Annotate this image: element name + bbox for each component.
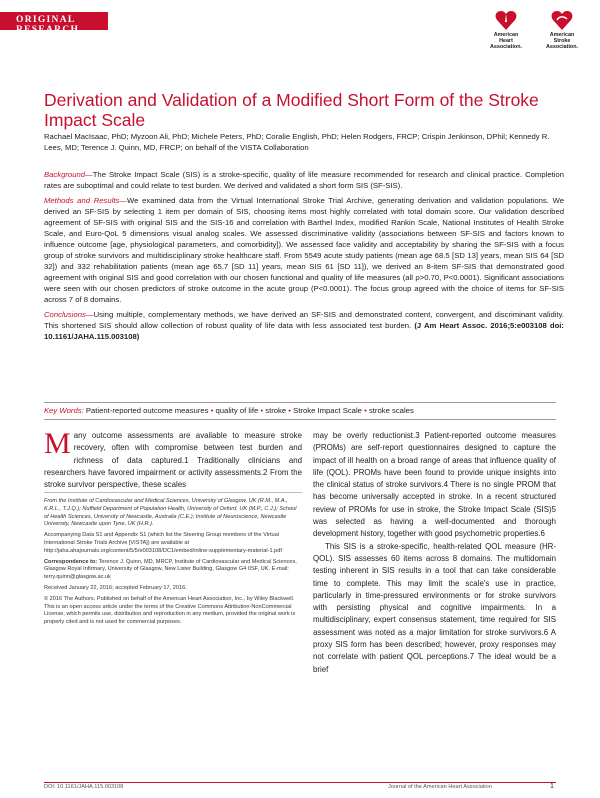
abstract-methods: Methods and Results—We examined data from the Virtual International Stroke Trial Archive, generating derivation and validation populations. We derived an SF-SIS by selecting 1 item per domain of SIS, choosing items most highly correlated with total domain score. Our validation described agreement of SF-SIS with original SIS and the SIS-16 and correlation with Barthel Index, modified Rankin Scale, National Institutes of Health Stroke Scale, and Euro-QoL 5 dimensions visual analog scales. We assessed discriminative validity (associations between SF-SIS and factors known to influence outcome [age, physiological parameters, and comorbidity]). We assessed face validity and acceptability by sharing the SF-SIS with a focus group of stroke survivors and multidisciplinary stroke healthcare staff. From 5549 acute study patients (mean age 68.5 [SD 13] years, mean SIS 64 [SD 32]) and 332 rehabilitation patients (mean age 65.7 [SD 11] years, mean SIS 61 [SD 11]), we derived an 8-item SF-SIS that demonstrated good agreement with original SIS and good correlation with our chosen functional and quality of life measures (all ρ>0.70, P<0.0001). Significant associations were seen with our chosen predictors of stroke outcome in the acute group (P<0.0001). The focus group agreed with the choice of items for SF-SIS across 7 of 8 domains. <box>44 196 564 304</box>
section-banner <box>0 12 108 35</box>
divider <box>44 402 556 403</box>
asa-logo: American Stroke Association. <box>536 8 588 52</box>
stroke-heart-icon <box>550 8 574 32</box>
correspondence: Correspondence to: Terence J. Quinn, MD, MRCP, Institute of Cardiovascular and Medical Sciences, Glasgow Royal Infirmary, University of Glasgow, New Lister Building, Glasgow G4 0SF, UK. E-mail: terry.quinn@glasgow.ac.uk <box>44 558 297 581</box>
keyword: Stroke Impact Scale <box>293 406 362 415</box>
footnote-divider <box>44 492 302 493</box>
supplement-note: Accompanying Data S1 and Appendix S1 (which list the Steering Group members of the Virtual International Stroke Trials Archive [VISTA]) are available at http://jaha.ahajournals.org/content/5/5/e003108/DC1/embed/inline-supplementary-material-1.pdf <box>44 532 282 554</box>
citation: (J Am Heart Assoc. 2016;5:e003108 doi: 10.1161/JAHA.115.003108) <box>44 321 564 341</box>
body-column-right: may be overly reductionist.3 Patient-reported outcome measures (PROMs) are self-report questionnaires designed to capture the impact of ill health on a broad range of areas that influence quality of life (QOL). PROMs have been found to provide unique insights into the clinical status of stroke survivors.4 There is no single PROM that has become universally accepted in stroke. In a recent structured review of PROMs for use in stroke, the Stroke Impact Scale (SIS)5 was selected as having a well-documented and thorough development history, together with good psychometric properties.6 This SIS is a stroke-specific, health-related QOL measure (HR-QOL). SIS assesses 60 items across 8 domains. The multidomain testing inherent in SIS results in a tool that can take considerable time to complete. This may limit the scale's use in practice, particularly in time-pressured environments or for stroke survivors with persisting physical and cognitive impairments. In a multidisciplinary, expert consensus statement, time required for SIS assessment was noted as a major limitation for stroke survivors.6 A proxy SIS form has been described; however, proxy responses may not correlate with patient QOL perceptions.7 The ideal would be a brief <box>313 431 556 674</box>
received-dates: Received January 22, 2016; accepted February 17, 2016. <box>44 584 187 591</box>
page-number: 1 <box>550 783 554 790</box>
abstract-background: Background—The Stroke Impact Scale (SIS) is a stroke-specific, quality of life measure recommended for research and clinical practice. Completion rates are suboptimal and could relate to test burden. We derived and validated a short form SIS (SF-SIS). <box>44 170 564 190</box>
drop-cap: M <box>44 427 71 460</box>
abstract-conclusions: Conclusions—Using multiple, complementary methods, we have derived an SF-SIS and demonstrated content, convergent, and discriminant validity. This shortened SIS should allow collection of robust quality of life data with less associated test burden. (J Am Heart Assoc. 2016;5:e003108 doi: 10.1161/JAHA.115.003108) <box>44 310 564 341</box>
abstract <box>44 169 564 346</box>
keyword: stroke scales <box>368 406 414 415</box>
divider <box>44 419 556 420</box>
keyword: quality of life <box>215 406 259 415</box>
page-footer <box>0 784 600 798</box>
footnotes <box>44 498 302 630</box>
affiliations: From the Institute of Cardiovascular and Medical Sciences, University of Glasgow, UK (R.M., M.A., K.R.L., T.J.Q.); Nuffield Department of Population Health, University of Oxford, UK (M.P., C.J.); School of Health Sciences, University of Newcastle, Australia (C.E.); Institute of Neuroscience, Newcastle University, Newcastle upon Tyne, UK (H.R.). <box>44 498 297 528</box>
doi-label: DOI: 10.1161/JAHA.115.003108 <box>44 784 124 790</box>
section-banner-label: ORIGINAL RESEARCH <box>16 15 80 35</box>
keywords: Key Words: Patient-reported outcome measures • quality of life • stroke • Stroke Impact Scale • stroke scales <box>44 406 414 415</box>
copyright-notice: © 2016 The Authors. Published on behalf of the American Heart Association, Inc., by Wiley Blackwell. This is an open access article under the terms of the Creative Commons Attribution-NonCommercial License, which permits use, distribution and reproduction in any medium, provided the original work is properly cited and is not used for commercial purposes. <box>44 595 296 626</box>
footer-rule <box>44 782 556 783</box>
body-column-left: Many outcome assessments are available to measure stroke recovery, often with compromise between test burden and richness of data captured.1 Traditionally clinicians and researchers have favored impairment or activity assessments.2 From the stroke survivor perspective, these scales <box>44 427 302 490</box>
keyword: Patient-reported outcome measures <box>85 406 209 415</box>
keyword: stroke <box>265 406 287 415</box>
article-title: Derivation and Validation of a Modified Short Form of the Stroke Impact Scale <box>44 90 539 130</box>
heart-torch-icon <box>494 8 518 32</box>
aha-logo: American Heart Association. <box>480 8 532 52</box>
journal-name: Journal of the American Heart Association <box>388 784 492 790</box>
publisher-logos <box>480 8 590 52</box>
author-list: Rachael MacIsaac, PhD; Myzoon Ali, PhD; Michele Peters, PhD; Coralie English, PhD; Helen Rodgers, FRCP; Crispin Jenkinson, DPhil; Kennedy R. Lees, MD; Terence J. Quinn, MD, FRCP; on behalf of the VISTA Collaboration <box>44 132 550 152</box>
